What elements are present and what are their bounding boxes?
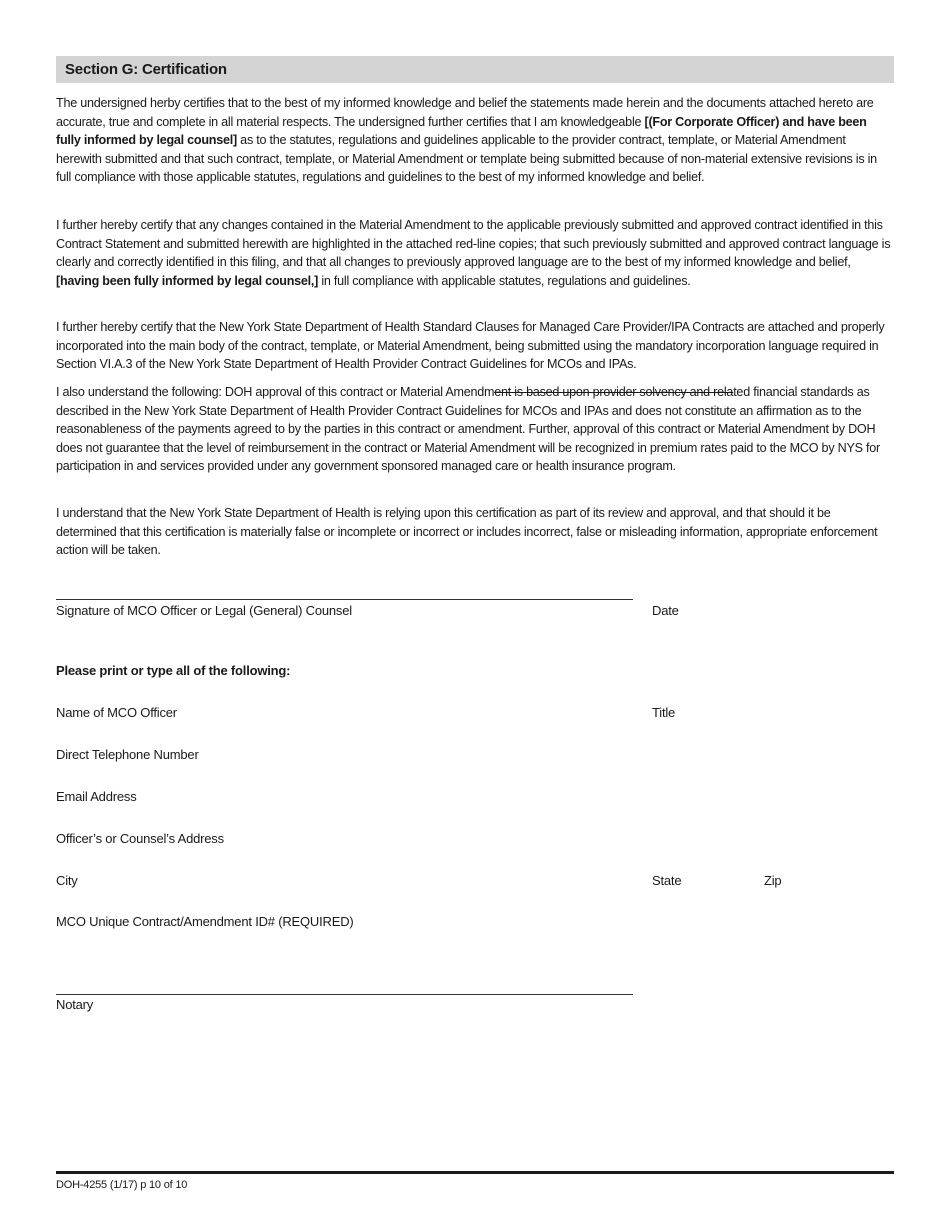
certification-paragraph-5: I understand that the New York State Department of Health is relying upon this certification as part of its review and approval, and that should it be determined that this certification is materially false or incomplete or incorrect or includes incorrect, false or misleading information, appropriate enforcement action will be taken.	[56, 506, 878, 558]
p2-text-a: I further hereby certify that any changes contained in the Material Amendment to the applicable previously submitted and approved contract identified in this Contract Statement and submitted herewith are highlighted in the attached red-line copies; that such previously submitted and approved contract language is clearly and correctly identified in this filing, and that all changes to previously approved language are to the best of my informed knowledge and belief,	[56, 218, 891, 270]
title-label: Title	[652, 705, 676, 720]
footer-rule	[56, 1171, 894, 1174]
signature-label: Signature of MCO Officer or Legal (General) Counsel	[56, 603, 352, 618]
certification-paragraph-4	[56, 383, 892, 476]
footer-form-id: DOH-4255 (1/17) p 10 of 10	[56, 1179, 188, 1191]
signature-line[interactable]	[56, 599, 633, 600]
contract-id-label: MCO Unique Contract/Amendment ID# (REQUIRED)	[56, 914, 354, 929]
p4-text-c: ted financial standards as described in the New York State Department of Health Provider Contract Guidelines for MCOs and IPAs and does not constitute an affirmation as to the reasonableness of the payments agreed to by the parties in this contract or amendment. Further, approval of this contract or Material Amendment by DOH does not guarantee that the level of reimbursement in the contract or Material Amendment will be recognized in premium rates paid to the MCO by NYS for participation in and services provided under any government sponsored managed care or health insurance program.	[56, 385, 880, 474]
p4-text-a: I also understand the following: DOH approval of this contract or Material Amendm	[56, 385, 495, 399]
certification-paragraph-1	[56, 94, 892, 187]
notary-label: Notary	[56, 997, 94, 1012]
p2-text-bold: [having been fully informed by legal counsel,]	[56, 273, 319, 288]
address-label: Officer’s or Counsel’s Address	[56, 831, 224, 846]
date-label: Date	[652, 603, 679, 618]
phone-label: Direct Telephone Number	[56, 747, 199, 762]
section-title: Section G: Certification	[56, 56, 894, 83]
print-instruction: Please print or type all of the following:	[56, 663, 291, 678]
p1-text-a: The undersigned herby certifies that to the best of my informed knowledge and belief the statements made herein and the documents attached hereto are accurate, true and complete in all material respects. The undersigned further certifies that I am knowledgeable	[56, 96, 874, 129]
name-label: Name of MCO Officer	[56, 705, 177, 720]
p1-text-bold: [(For Corporate Officer) and have been fully informed by legal counsel]	[56, 114, 867, 148]
state-label: State	[652, 873, 682, 888]
email-label: Email Address	[56, 789, 137, 804]
zip-label: Zip	[764, 873, 782, 888]
certification-paragraph-3: I further hereby certify that the New York State Department of Health Standard Clauses for Managed Care Provider/IPA Contracts are attached and properly incorporated into the main body of the contract, template, or Material Amendment, being submitted using the mandatory incorporation language required in Section VI.A.3 of the New York State Department of Health Provider Contract Guidelines for MCOs and IPAs.	[56, 320, 885, 372]
notary-line[interactable]	[56, 994, 633, 995]
certification-paragraph-2	[56, 216, 892, 290]
p2-text-c: in full compliance with applicable statutes, regulations and guidelines.	[318, 273, 691, 288]
city-label: City	[56, 873, 78, 888]
p4-text-struck: ent is based upon provider solvency and rela	[494, 385, 734, 399]
p1-text-c: as to the statutes, regulations and guidelines applicable to the provider contract, template, or Material Amendment herewith submitted and that such contract, template, or Material Amendment or template being submitted because of non-material extensive revisions is in full compliance with those applicable statutes, regulations and guidelines to the best of my informed knowledge and belief.	[56, 133, 877, 185]
